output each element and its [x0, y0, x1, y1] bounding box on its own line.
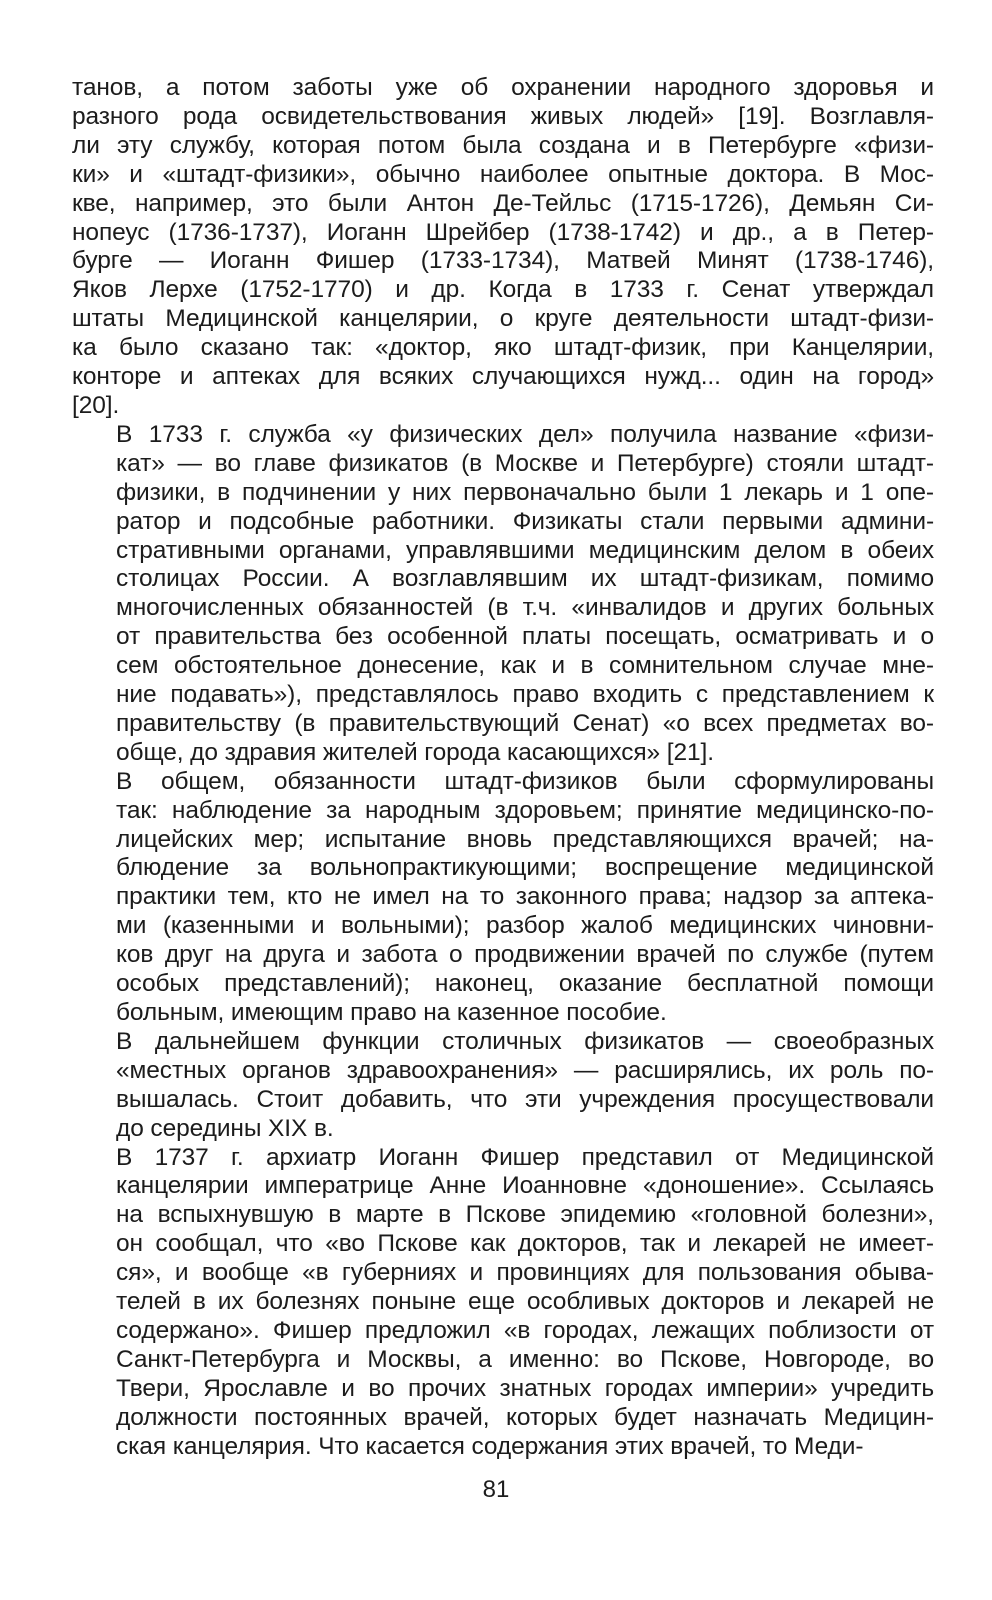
- text-line: кве, например, это были Антон Де-Тейльс (1715-1726), Демьян Си-: [72, 189, 934, 217]
- text-line: канцелярии императрице Анне Иоанновне «доношение». Ссылаясь: [116, 1172, 934, 1200]
- text-line: В 1737 г. архиатр Иоганн Фишер представил от Медицинской: [116, 1143, 934, 1171]
- text-line: ся», и вообще «в губерниях и провинциях для пользования обыва-: [116, 1259, 934, 1287]
- text-line: вышалась. Стоит добавить, что эти учреждения просуществовали: [116, 1085, 934, 1113]
- text-line: до середины XIX в.: [116, 1114, 334, 1142]
- text-line: В общем, обязанности штадт-физиков были сформулированы: [116, 767, 934, 795]
- paragraph: [72, 768, 934, 1028]
- paragraph: [72, 421, 934, 768]
- text-line: бурге — Иоганн Фишер (1733-1734), Матвей Минят (1738-1746),: [72, 247, 934, 275]
- text-line: [20].: [72, 391, 120, 419]
- text-line: от правительства без особенной платы посещать, осматривать и о: [116, 623, 934, 651]
- text-line: ли эту службу, которая потом была создана и в Петербурге «физи-: [72, 131, 934, 159]
- paragraph: [72, 74, 934, 421]
- text-line: особых представлений); наконец, оказание бесплатной помощи: [116, 970, 934, 998]
- paragraph: [72, 1028, 934, 1144]
- page-body: [72, 74, 934, 1462]
- text-line: ратор и подсобные работники. Физикаты стали первыми админи-: [116, 507, 934, 535]
- text-line: штаты Медицинской канцелярии, о круге деятельности штадт-физи-: [72, 305, 934, 333]
- text-line: правительству (в правительствующий Сенат) «о всех предметах во-: [116, 709, 934, 737]
- text-line: ние подавать»), представлялось право входить с представлением к: [116, 681, 934, 709]
- text-line: лицейских мер; испытание вновь представляющихся врачей; на-: [116, 825, 934, 853]
- text-body: [72, 74, 934, 1462]
- text-line: В 1733 г. служба «у физических дел» получила название «физи-: [116, 420, 934, 448]
- text-line: ков друг на друга и забота о продвижении врачей по службе (путем: [116, 941, 934, 969]
- text-line: обще, до здравия жителей города касающихся» [21].: [116, 738, 714, 766]
- text-line: практики тем, кто не имел на то законного права; надзор за аптека-: [116, 883, 934, 911]
- text-line: так: наблюдение за народным здоровьем; принятие медицинско-по-: [116, 796, 934, 824]
- text-line: В дальнейшем функции столичных физикатов — своеобразных: [116, 1027, 934, 1055]
- text-line: кат» — во главе физикатов (в Москве и Петербурге) стояли штадт-: [116, 449, 934, 477]
- text-line: Твери, Ярославле и во прочих знатных городах империи» учредить: [116, 1374, 934, 1402]
- text-line: ки» и «штадт-физики», обычно наиболее опытные доктора. В Мос-: [72, 160, 934, 188]
- text-line: столицах России. А возглавлявшим их штадт-физикам, помимо: [116, 565, 934, 593]
- text-line: ка было сказано так: «доктор, яко штадт-физик, при Канцелярии,: [72, 334, 934, 362]
- text-line: многочисленных обязанностей (в т.ч. «инвалидов и других больных: [116, 594, 934, 622]
- text-line: танов, а потом заботы уже об охранении народного здоровья и: [72, 74, 934, 101]
- text-line: нопеус (1736-1737), Иоганн Шрейбер (1738-1742) и др., а в Петер-: [72, 218, 934, 246]
- text-line: ми (казенными и вольными); разбор жалоб медицинских чиновни-: [116, 912, 934, 940]
- text-line: стративными органами, управлявшими медицинским делом в обеих: [116, 536, 934, 564]
- paragraph: [72, 1144, 934, 1462]
- text-line: сем обстоятельное донесение, как и в сомнительном случае мне-: [116, 652, 934, 680]
- text-line: «местных органов здравоохранения» — расширялись, их роль по-: [116, 1056, 934, 1084]
- text-line: на вспыхнувшую в марте в Пскове эпидемию «головной болезни»,: [116, 1201, 934, 1229]
- text-line: Яков Лерхе (1752-1770) и др. Когда в 1733 г. Сенат утверждал: [72, 276, 934, 304]
- text-line: разного рода освидетельствования живых людей» [19]. Возглавля-: [72, 102, 934, 130]
- text-line: Санкт-Петербурга и Москвы, а именно: во Пскове, Новгороде, во: [116, 1345, 934, 1373]
- text-line: блюдение за вольнопрактикующими; воспрещение медицинской: [116, 854, 934, 882]
- text-line: физики, в подчинении у них первоначально были 1 лекарь и 1 опе-: [116, 478, 934, 506]
- text-line: он сообщал, что «во Пскове как докторов, так и лекарей не имеет-: [116, 1230, 934, 1258]
- text-line: должности постоянных врачей, которых будет назначать Медицин-: [116, 1403, 934, 1431]
- text-line: содержано». Фишер предложил «в городах, лежащих поблизости от: [116, 1316, 934, 1344]
- text-line: телей в их болезнях поныне еще особливых докторов и лекарей не: [116, 1288, 934, 1316]
- text-line: конторе и аптеках для всяких случающихся нужд... один на город»: [72, 363, 934, 391]
- text-line: ская канцелярия. Что касается содержания этих врачей, то Меди-: [116, 1432, 864, 1460]
- text-line: больным, имеющим право на казенное пособие.: [116, 999, 667, 1026]
- page-number: 81: [482, 1476, 510, 1503]
